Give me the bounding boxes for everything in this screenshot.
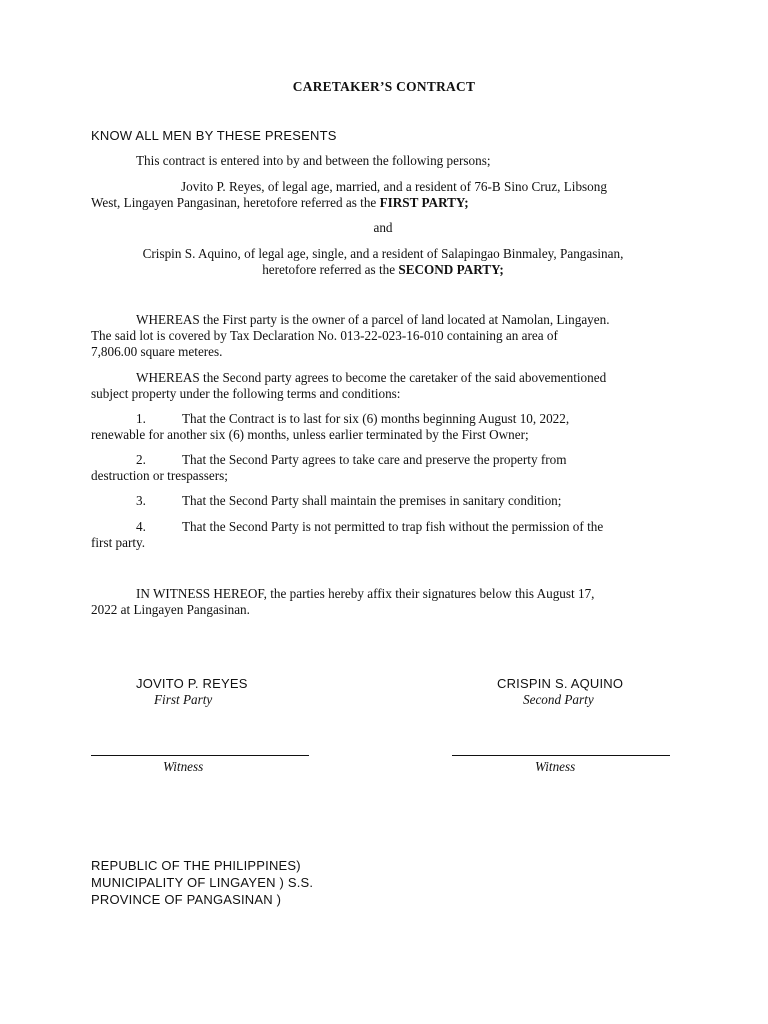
whereas-1-line-1: WHEREAS the First party is the owner of a parcel of land located at Namolan, Lingayen.: [136, 312, 610, 327]
condition-2-line-2: destruction or trespassers;: [91, 468, 228, 483]
left-witness-label: Witness: [163, 759, 204, 774]
condition-2-text: That the Second Party agrees to take care and preserve the property from: [182, 452, 567, 467]
right-witness-label: Witness: [535, 759, 576, 774]
acknowledgment-line-2: MUNICIPALITY OF LINGAYEN ) S.S.: [91, 875, 314, 890]
condition-4-line-2: first party.: [91, 535, 146, 550]
document-title: CARETAKER’S CONTRACT: [292, 79, 476, 94]
opening-line: KNOW ALL MEN BY THESE PRESENTS: [91, 128, 337, 143]
first-party-line-1: Jovito P. Reyes, of legal age, married, and a resident of 76-B Sino Cruz, Libsong: [181, 179, 607, 194]
acknowledgment-line-1: REPUBLIC OF THE PHILIPPINES): [91, 858, 301, 873]
condition-4-line-1: [136, 519, 603, 535]
condition-4-number: 4.: [136, 519, 146, 534]
condition-3-text: That the Second Party shall maintain the premises in sanitary condition;: [182, 493, 562, 508]
witness-clause-line-1: IN WITNESS HEREOF, the parties hereby affix their signatures below this August 17,: [136, 586, 595, 601]
whereas-1-line-2: The said lot is covered by Tax Declaration No. 013-22-023-16-010 containing an area of: [91, 328, 558, 343]
condition-2-line-1: [136, 452, 566, 468]
second-party-line-1: Crispin S. Aquino, of legal age, single, and a resident of Salapingao Binmaley, Pangasinan,: [142, 246, 624, 261]
condition-3-line-1: [136, 493, 561, 509]
and-connector: and: [373, 220, 393, 235]
second-party-line-2: [90, 262, 676, 278]
first-party-line-2: [91, 195, 469, 211]
condition-1-text: That the Contract is to last for six (6) months beginning August 10, 2022,: [182, 411, 570, 426]
first-signatory-role: First Party: [154, 692, 213, 707]
whereas-1-line-3: 7,806.00 square meteres.: [91, 344, 223, 359]
intro-paragraph: This contract is entered into by and between the following persons;: [136, 153, 491, 168]
witness-clause-line-2: 2022 at Lingayen Pangasinan.: [91, 602, 250, 617]
condition-1-number: 1.: [136, 411, 146, 426]
first-party-line-2-text: West, Lingayen Pangasinan, heretofore referred as the: [91, 195, 380, 210]
condition-1-line-2: renewable for another six (6) months, unless earlier terminated by the First Owner;: [91, 427, 529, 442]
left-witness-signature-line: [91, 755, 309, 756]
condition-1-line-1: [136, 411, 569, 427]
right-witness-signature-line: [452, 755, 670, 756]
condition-3-number: 3.: [136, 493, 146, 508]
acknowledgment-line-3: PROVINCE OF PANGASINAN ): [91, 892, 282, 907]
second-signatory-role: Second Party: [523, 692, 594, 707]
second-party-line-2-text: heretofore referred as the: [262, 262, 399, 277]
condition-2-number: 2.: [136, 452, 146, 467]
second-signatory-name: CRISPIN S. AQUINO: [497, 676, 624, 691]
second-party-designation: SECOND PARTY;: [398, 262, 504, 277]
condition-4-text: That the Second Party is not permitted to trap fish without the permission of the: [182, 519, 604, 534]
whereas-2-line-2: subject property under the following terms and conditions:: [91, 386, 401, 401]
whereas-2-line-1: WHEREAS the Second party agrees to become the caretaker of the said abovementioned: [136, 370, 607, 385]
first-party-designation: FIRST PARTY;: [379, 195, 469, 210]
first-signatory-name: JOVITO P. REYES: [136, 676, 248, 691]
